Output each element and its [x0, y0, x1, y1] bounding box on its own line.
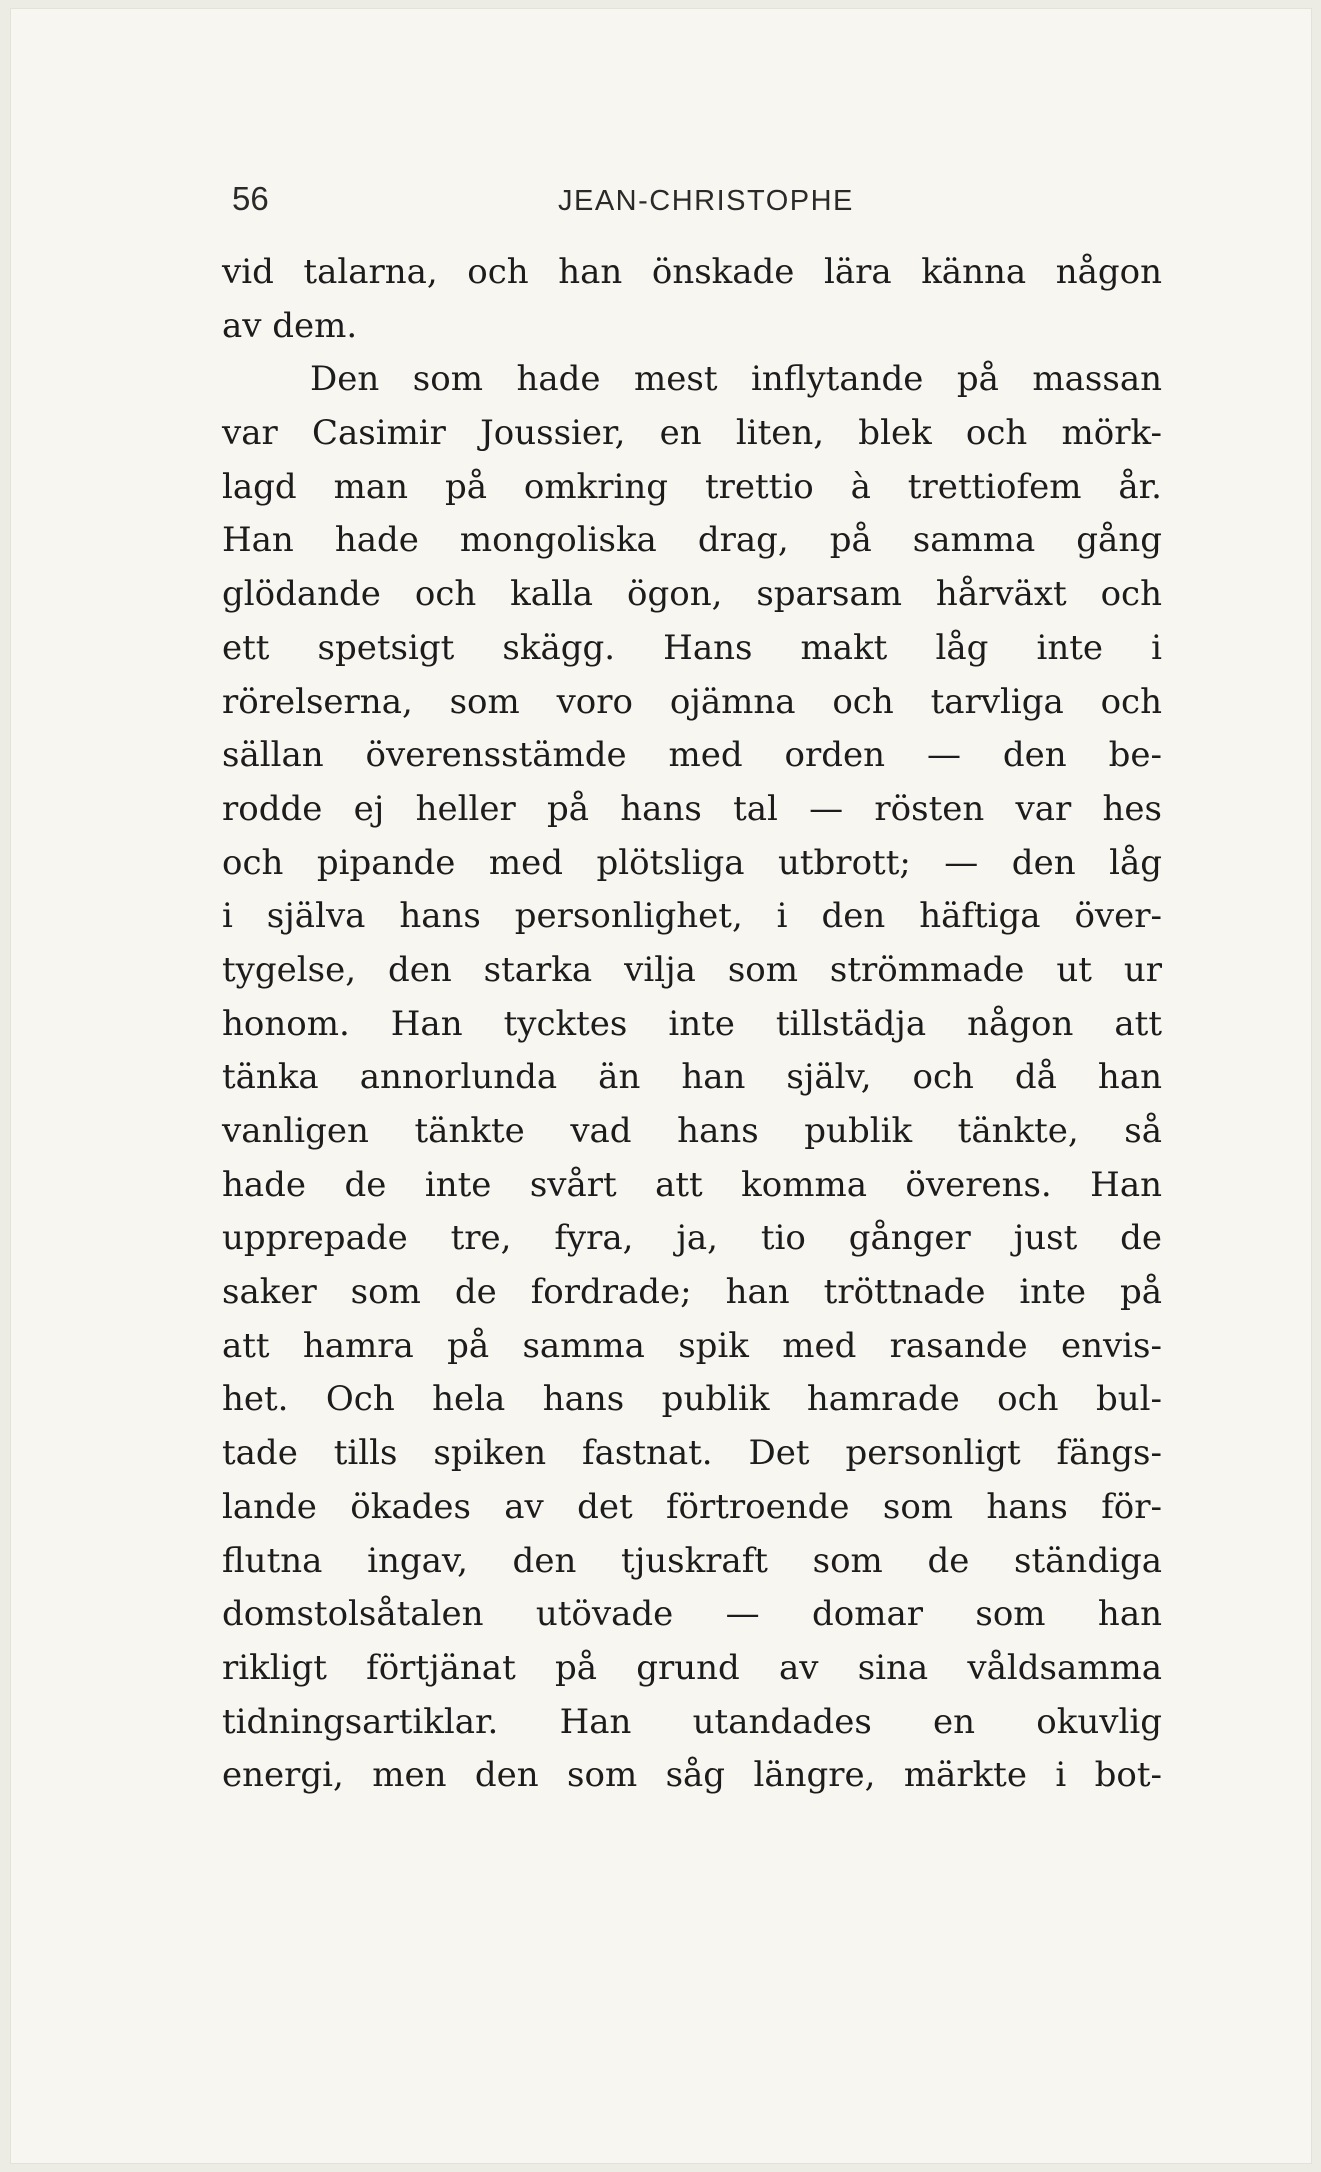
- text-line: Den som hade mest inflytande på massan: [310, 359, 1162, 400]
- text-line: sällan överensstämde med orden — den be-: [222, 735, 1162, 776]
- text-line: rikligt förtjänat på grund av sina våldsamma: [222, 1647, 1162, 1688]
- text-line: vid talarna, och han önskade lära känna någon: [222, 252, 1162, 292]
- text-line: flutna ingav, den tjuskraft som de ständiga: [222, 1540, 1162, 1581]
- text-line: vanligen tänkte vad hans publik tänkte, så: [222, 1111, 1162, 1151]
- text-line: i själva hans personlighet, i den häftiga över-: [222, 896, 1162, 937]
- text-line: rodde ej heller på hans tal — rösten var hes: [222, 788, 1162, 829]
- text-line: hade de inte svårt att komma överens. Han: [222, 1164, 1162, 1205]
- text-line: att hamra på samma spik med rasande envis-: [222, 1325, 1162, 1366]
- text-line: tänka annorlunda än han själv, och då han: [222, 1057, 1162, 1098]
- text-line: tygelse, den starka vilja som strömmade ut ur: [222, 949, 1162, 990]
- text-line: lagd man på omkring trettio à trettiofem år.: [222, 466, 1162, 507]
- text-line: honom. Han tycktes inte tillstädja någon att: [222, 1003, 1162, 1044]
- text-line: ett spetsigt skägg. Hans makt låg inte i: [222, 627, 1162, 668]
- text-line: och pipande med plötsliga utbrott; — den låg: [222, 842, 1162, 883]
- text-line: tade tills spiken fastnat. Det personligt fängs-: [222, 1433, 1162, 1474]
- text-line: Han hade mongoliska drag, på samma gång: [222, 520, 1162, 561]
- text-line: domstolsåtalen utövade — domar som han: [222, 1594, 1162, 1635]
- page-number: 56: [232, 180, 269, 217]
- text-line: lande ökades av det förtroende som hans för-: [222, 1486, 1162, 1527]
- text-line: rörelserna, som voro ojämna och tarvliga och: [222, 681, 1162, 722]
- page-header: [232, 180, 1172, 230]
- text-line: energi, men den som såg längre, märkte i bot-: [222, 1755, 1162, 1796]
- text-line: av dem.: [222, 305, 358, 346]
- text-line: upprepade tre, fyra, ja, tio gånger just de: [222, 1218, 1162, 1259]
- text-line: glödande och kalla ögon, sparsam hårväxt och: [222, 574, 1162, 615]
- text-line: het. Och hela hans publik hamrade och bul-: [222, 1379, 1162, 1420]
- body-text: [222, 246, 1162, 1803]
- text-line: tidningsartiklar. Han utandades en okuvlig: [222, 1701, 1162, 1742]
- text-line: saker som de fordrade; han tröttnade inte på: [222, 1272, 1162, 1313]
- running-head: JEAN-CHRISTOPHE: [558, 185, 854, 217]
- text-line: var Casimir Joussier, en liten, blek och mörk-: [222, 413, 1162, 454]
